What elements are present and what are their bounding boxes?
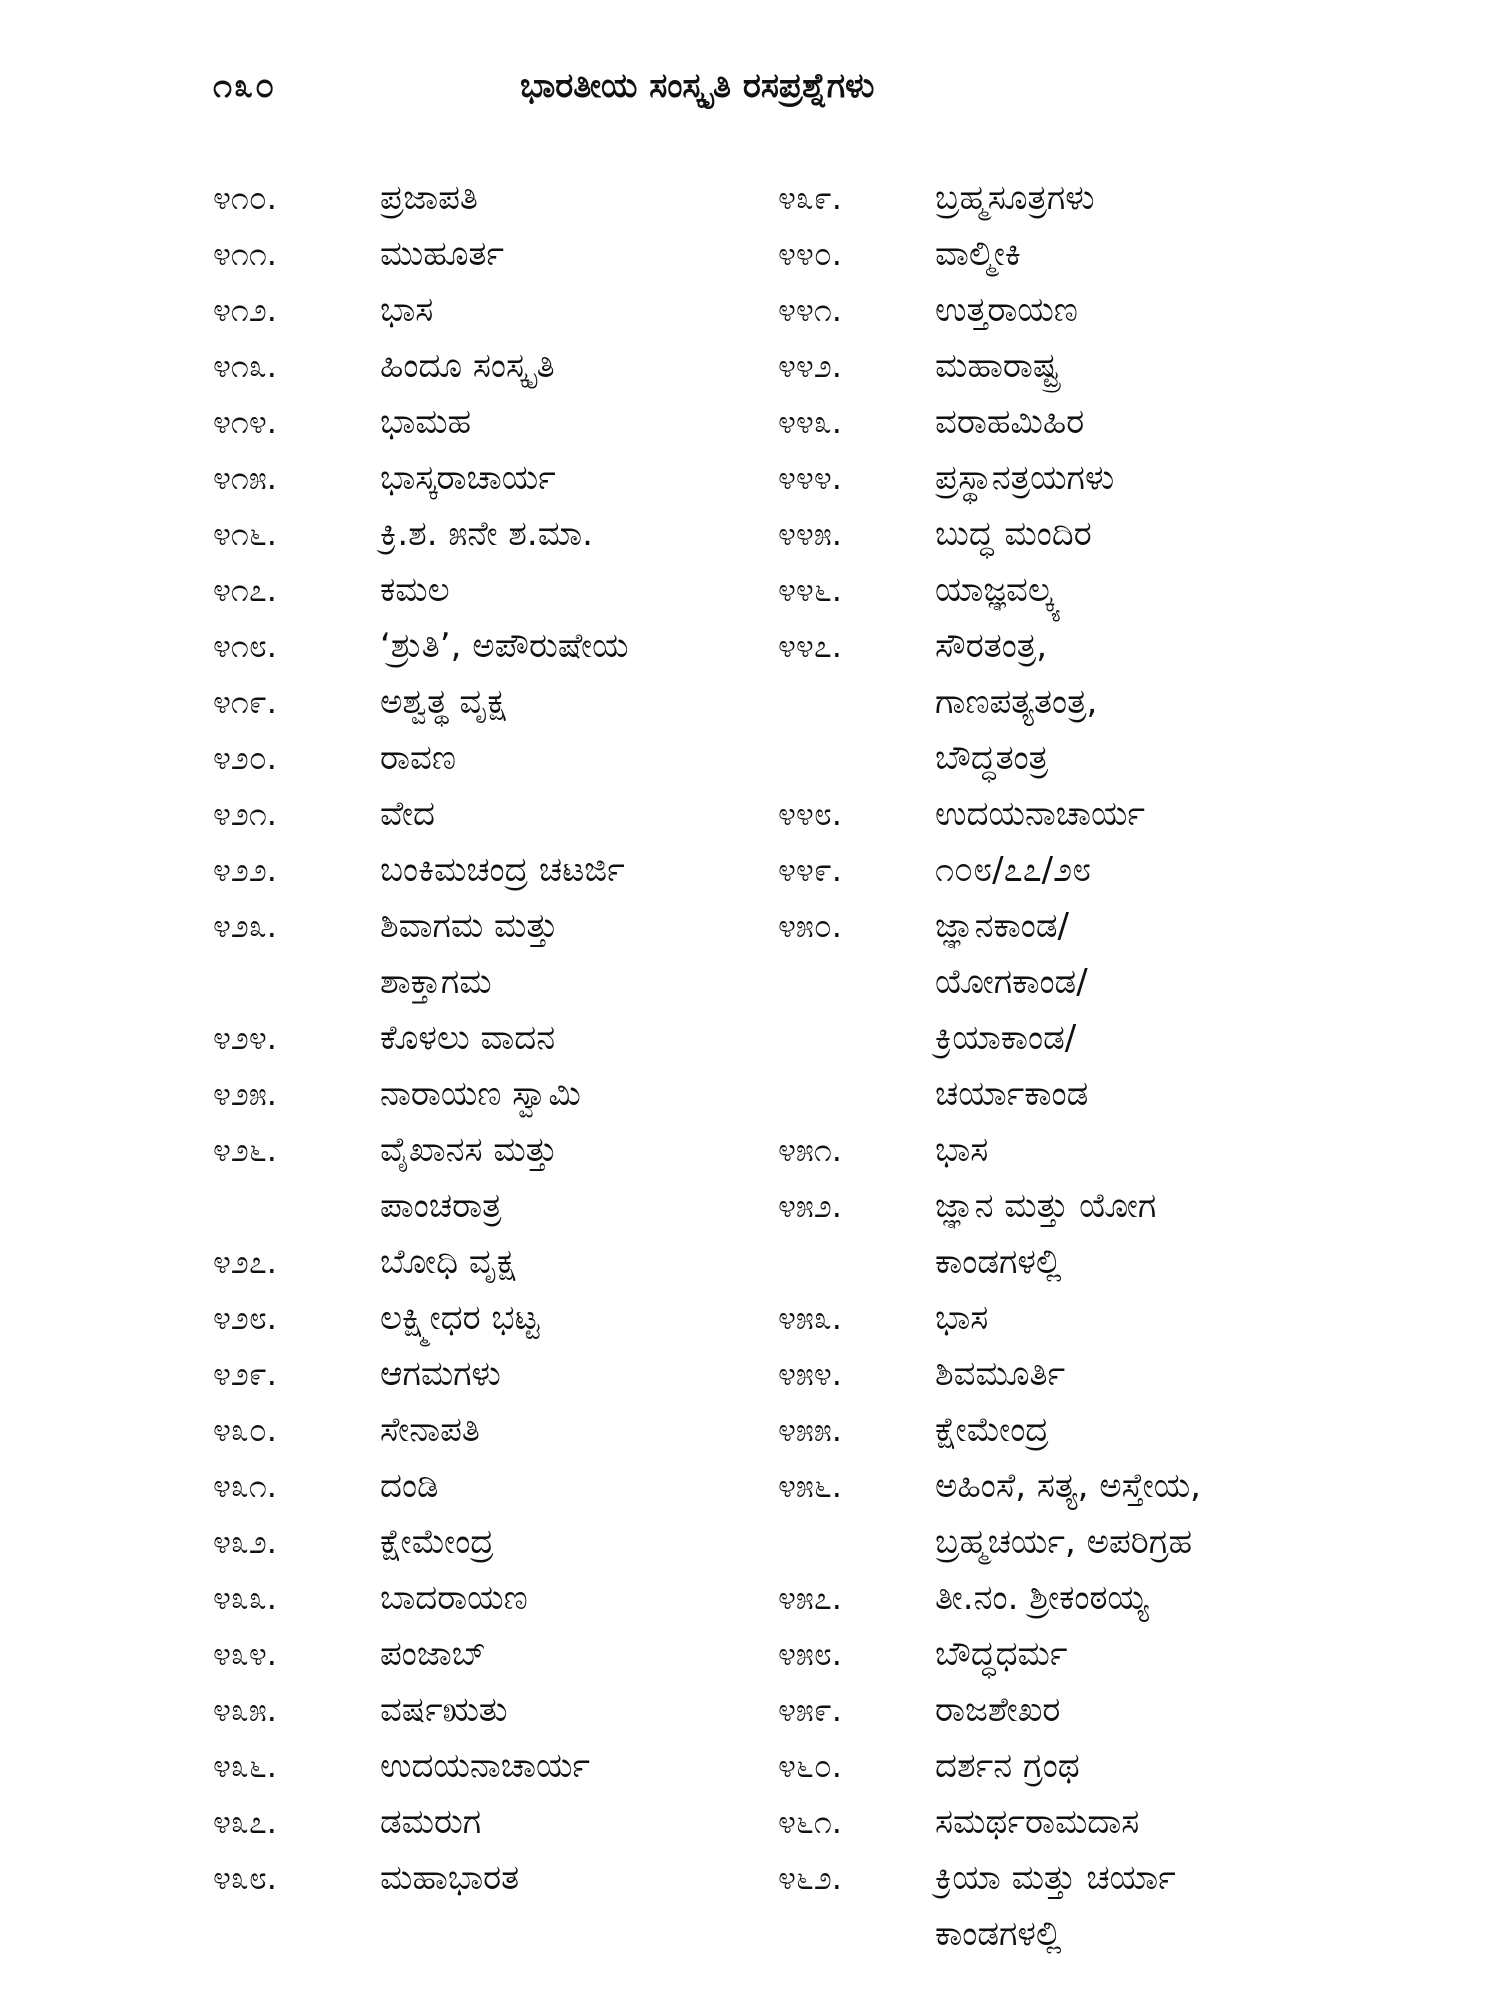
answer-entry [778,1402,1338,1458]
answer-line: ಯಾಜ್ಞವಲ್ಕ್ಯ [935,570,1060,610]
answer-entry [778,1570,1338,1626]
page-number: ೧೩೦ [213,66,277,106]
answer-entry [213,1738,753,1794]
answer-text [380,1514,753,1570]
answer-text [380,506,753,562]
answer-text [380,1682,753,1738]
answer-line: ಶಿವಮೂರ್ತಿ [935,1354,1066,1394]
answer-entry [213,786,753,842]
answer-text [935,1794,1338,1850]
answer-entry [778,1178,1338,1290]
answer-number: ೪೫೬. [778,1467,842,1505]
answer-line: ಉದಯನಾಚಾರ್ಯ [935,794,1146,834]
answer-number: ೪೨೯. [213,1355,277,1393]
answer-line: ಬುದ್ಧ ಮಂದಿರ [935,514,1092,554]
answer-entry [778,506,1338,562]
answer-line: ಲಕ್ಷ್ಮೀಧರ ಭಟ್ಟ [380,1298,540,1338]
answer-line: ಅಶ್ವತ್ಥ ವೃಕ್ಷ [380,682,506,722]
answer-entry [213,674,753,730]
answer-number: ೪೩೮. [213,1859,277,1897]
answer-text [935,394,1338,450]
answer-number: ೪೫೪. [778,1355,842,1393]
answer-text [380,1794,753,1850]
answer-line: ಭಾಸ [380,290,434,330]
answer-entry [778,898,1338,1122]
answer-text [935,1402,1338,1458]
answer-number: ೪೬೧. [778,1803,842,1841]
answer-entry [778,1794,1338,1850]
answer-text [380,898,753,1010]
answer-number: ೪೬೦. [778,1747,842,1785]
answer-text [935,170,1338,226]
answer-number: ೪೩೪. [213,1635,277,1673]
answer-text [380,674,753,730]
answer-entry [778,1738,1338,1794]
answer-line: ಸೇನಾಪತಿ [380,1410,480,1450]
answer-number: ೪೪೨. [778,347,842,385]
answer-line: ವರಾಹಮಿಹಿರ [935,402,1085,442]
answer-entry [213,618,753,674]
answer-line: ತೀ.ನಂ. ಶ್ರೀಕಂಠಯ್ಯ [935,1578,1149,1618]
answer-text [380,1290,753,1346]
answer-number: ೪೧೯. [213,683,277,721]
answer-text [935,1122,1338,1178]
answer-text [935,1738,1338,1794]
answer-text [380,170,753,226]
answer-number: ೪೫೦. [778,907,842,945]
answer-number: ೪೩೨. [213,1523,277,1561]
answer-line: ಬೌದ್ಧತಂತ್ರ [935,738,1049,778]
answer-line: ಕಾಂಡಗಳಲ್ಲಿ [935,1914,1062,1954]
answer-line: ೧೦೮/೭೭/೨೮ [935,850,1092,890]
answer-number: ೪೧೩. [213,347,277,385]
answer-line: ವೇದ [380,794,435,834]
answer-entry [778,394,1338,450]
answer-entry [778,1626,1338,1682]
answer-text [935,1290,1338,1346]
answer-line: ಜ್ಞಾನ ಮತ್ತು ಯೋಗ [935,1186,1157,1226]
answer-number: ೪೩೫. [213,1691,277,1729]
answer-text [380,1402,753,1458]
answer-entry [213,1122,753,1234]
answer-text [935,898,1338,1122]
answer-line: ಪಂಜಾಬ್ [380,1634,486,1674]
answer-line: ರಾವಣ [380,738,456,778]
answer-line: ಡಮರುಗ [380,1802,482,1842]
answer-line: ಸೌರತಂತ್ರ, [935,626,1048,666]
answer-text [935,338,1338,394]
answer-entry [213,1290,753,1346]
answer-entry [213,1458,753,1514]
answer-text [935,1682,1338,1738]
answer-text [380,1234,753,1290]
answer-text [380,786,753,842]
answer-text [380,394,753,450]
answer-line: ಅಹಿಂಸೆ, ಸತ್ಯ, ಅಸ್ತೇಯ, [935,1466,1201,1506]
answer-number: ೪೩೬. [213,1747,277,1785]
answer-line: ಶಾಕ್ತಾಗಮ [380,962,492,1002]
answer-text [935,1570,1338,1626]
answer-number: ೪೨೬. [213,1131,277,1169]
answer-line: ಮಹಾರಾಷ್ಟ್ರ [935,346,1060,386]
answer-entry [213,1570,753,1626]
answer-entry [778,1122,1338,1178]
answer-number: ೪೨೩. [213,907,277,945]
answer-number: ೪೨೭. [213,1243,277,1281]
answer-number: ೪೪೯. [778,851,842,889]
answer-text [935,282,1338,338]
answer-line: ಭಾಸ [935,1130,989,1170]
answer-line: ಸಮರ್ಥರಾಮದಾಸ [935,1802,1140,1842]
answer-number: ೪೨೪. [213,1019,277,1057]
answer-entry [213,1010,753,1066]
answer-text [935,1178,1338,1290]
answer-entry [213,394,753,450]
answer-text [935,1458,1338,1570]
answer-text [380,1850,753,1906]
answer-line: ವಾಲ್ಮೀಕಿ [935,234,1021,274]
answer-text [380,1010,753,1066]
answer-entry [778,1458,1338,1570]
answer-line: ಯೋಗಕಾಂಡ/ [935,962,1088,1002]
answer-line: ಕಮಲ [380,570,450,610]
answer-entry [213,282,753,338]
answer-text [380,562,753,618]
answer-entry [213,842,753,898]
answer-entry [213,1066,753,1122]
answer-number: ೪೧೬. [213,515,277,553]
answer-entry [213,730,753,786]
answer-entry [778,618,1338,786]
answer-text [380,1626,753,1682]
answer-number: ೪೧೦. [213,179,277,217]
answer-line: ಬ್ರಹ್ಮಚರ್ಯ, ಅಪರಿಗ್ರಹ [935,1522,1193,1562]
answer-line: ಕ್ಷೇಮೇಂದ್ರ [380,1522,494,1562]
answer-line: ವೈಖಾನಸ ಮತ್ತು [380,1130,558,1170]
answer-entry [778,226,1338,282]
answer-entry [213,1514,753,1570]
answer-line: ಹಿಂದೂ ಸಂಸ್ಕೃತಿ [380,346,555,386]
answer-line: ಶಿವಾಗಮ ಮತ್ತು [380,906,559,946]
answer-text [380,1458,753,1514]
answer-line: ಉತ್ತರಾಯಣ [935,290,1078,330]
answer-line: ‘ಶ್ರುತಿ’, ಅಪೌರುಷೇಯ [380,626,629,666]
answer-entry [778,338,1338,394]
answer-number: ೪೧೫. [213,459,277,497]
answer-number: ೪೫೩. [778,1299,842,1337]
answer-number: ೪೫೮. [778,1635,842,1673]
answer-entry [213,1346,753,1402]
answer-line: ಕ್ರಿಯಾ ಮತ್ತು ಚರ್ಯಾ [935,1858,1176,1898]
answer-number: ೪೩೦. [213,1411,277,1449]
answer-line: ಚರ್ಯಾಕಾಂಡ [935,1074,1089,1114]
answer-text [935,1626,1338,1682]
answer-entry [778,450,1338,506]
answer-number: ೪೫೭. [778,1579,842,1617]
answer-line: ಬಾದರಾಯಣ [380,1578,528,1618]
answer-entry [778,562,1338,618]
answer-number: ೪೧೮. [213,627,277,665]
answer-line: ದರ್ಶನ ಗ್ರಂಥ [935,1746,1080,1786]
answer-text [935,786,1338,842]
answer-line: ಪಾಂಚರಾತ್ರ [380,1186,502,1226]
answer-text [935,562,1338,618]
answer-number: ೪೫೧. [778,1131,842,1169]
answer-text [380,730,753,786]
answer-text [935,842,1338,898]
answer-number: ೪೩೧. [213,1467,277,1505]
answer-number: ೪೫೫. [778,1411,842,1449]
answer-line: ರಾಜಶೇಖರ [935,1690,1061,1730]
answer-entry [213,338,753,394]
answer-text [380,1122,753,1234]
answer-line: ಮಹಾಭಾರತ [380,1858,520,1898]
answer-text [380,1570,753,1626]
answer-line: ಆಗಮಗಳು [380,1354,501,1394]
answer-line: ಬೌದ್ಧಧರ್ಮ [935,1634,1068,1674]
answer-number: ೪೫೨. [778,1187,842,1225]
answer-number: ೪೧೪. [213,403,277,441]
answer-text [380,226,753,282]
answer-line: ಬಂಕಿಮಚಂದ್ರ ಚಟರ್ಜಿ [380,850,625,890]
answer-number: ೪೨೫. [213,1075,277,1113]
answer-line: ಕೊಳಲು ವಾದನ [380,1018,556,1058]
answer-entry [213,450,753,506]
answer-number: ೪೪೮. [778,795,842,833]
answer-number: ೪೪೩. [778,403,842,441]
answer-line: ವರ್ಷಋತು [380,1690,508,1730]
answer-number: ೪೪೪. [778,459,842,497]
answer-entry [213,562,753,618]
answer-entry [213,1850,753,1906]
answer-entry [213,1234,753,1290]
answer-text [380,1066,753,1122]
answer-number: ೪೨೦. [213,739,277,777]
answer-text [380,282,753,338]
answer-text [380,338,753,394]
answer-line: ಪ್ರಜಾಪತಿ [380,178,478,218]
answer-line: ಗಾಣಪತ್ಯತಂತ್ರ, [935,682,1098,722]
answer-line: ಭಾಸ್ಕರಾಚಾರ್ಯ [380,458,556,498]
answer-text [380,450,753,506]
answer-text [935,1850,1338,1962]
answer-number: ೪೩೯. [778,179,842,217]
answer-line: ಉದಯನಾಚಾರ್ಯ [380,1746,591,1786]
answer-number: ೪೪೧. [778,291,842,329]
answer-entry [778,786,1338,842]
answer-entry [213,1626,753,1682]
answer-line: ದಂಡಿ [380,1466,439,1506]
answer-line: ನಾರಾಯಣ ಸ್ವಾಮಿ [380,1074,581,1114]
answer-number: ೪೧೧. [213,235,277,273]
answer-line: ಜ್ಞಾನಕಾಂಡ/ [935,906,1069,946]
answer-line: ಕ್ರಿಯಾಕಾಂಡ/ [935,1018,1077,1058]
answer-number: ೪೪೫. [778,515,842,553]
answer-text [380,618,753,674]
answer-entry [213,1682,753,1738]
answer-number: ೪೫೯. [778,1691,842,1729]
answer-number: ೪೪೬. [778,571,842,609]
answer-text [380,1738,753,1794]
answers-left-column [213,170,753,1906]
answer-text [935,506,1338,562]
answer-number: ೪೨೧. [213,795,277,833]
answer-number: ೪೩೩. [213,1579,277,1617]
answer-line: ಮುಹೂರ್ತ [380,234,505,274]
answer-line: ಬ್ರಹ್ಮಸೂತ್ರಗಳು [935,178,1095,218]
answer-entry [778,1346,1338,1402]
answer-line: ಕ್ಷೇಮೇಂದ್ರ [935,1410,1049,1450]
answer-number: ೪೩೭. [213,1803,277,1841]
answer-line: ಪ್ರಸ್ಥಾನತ್ರಯಗಳು [935,458,1115,498]
answer-entry [213,1402,753,1458]
answer-text [935,450,1338,506]
answer-number: ೪೧೨. [213,291,277,329]
answer-line: ಭಾಮಹ [380,402,472,442]
answer-entry [778,1682,1338,1738]
answer-entry [778,170,1338,226]
answer-entry [213,898,753,1010]
answer-number: ೪೪೦. [778,235,842,273]
answer-entry [213,506,753,562]
answer-text [380,842,753,898]
answer-entry [778,842,1338,898]
answers-right-column [778,170,1338,1962]
answer-entry [778,1850,1338,1962]
answer-text [935,226,1338,282]
answer-entry [213,226,753,282]
answer-text [935,618,1338,786]
answer-entry [778,1290,1338,1346]
answer-line: ಕ್ರಿ.ಶ. ೫ನೇ ಶ.ಮಾ. [380,514,593,554]
answer-number: ೪೨೮. [213,1299,277,1337]
answer-number: ೪೧೭. [213,571,277,609]
answer-text [935,1346,1338,1402]
answer-number: ೪೪೭. [778,627,842,665]
answer-line: ಕಾಂಡಗಳಲ್ಲಿ [935,1242,1062,1282]
answer-entry [778,282,1338,338]
answer-number: ೪೨೨. [213,851,277,889]
answer-entry [213,1794,753,1850]
running-title: ಭಾರತೀಯ ಸಂಸ್ಕೃತಿ ರಸಪ್ರಶ್ನೆಗಳು [520,66,875,106]
answer-entry [213,170,753,226]
answer-line: ಭಾಸ [935,1298,989,1338]
answer-line: ಬೋಧಿ ವೃಕ್ಷ [380,1242,516,1282]
answer-number: ೪೬೨. [778,1859,842,1897]
answer-text [380,1346,753,1402]
